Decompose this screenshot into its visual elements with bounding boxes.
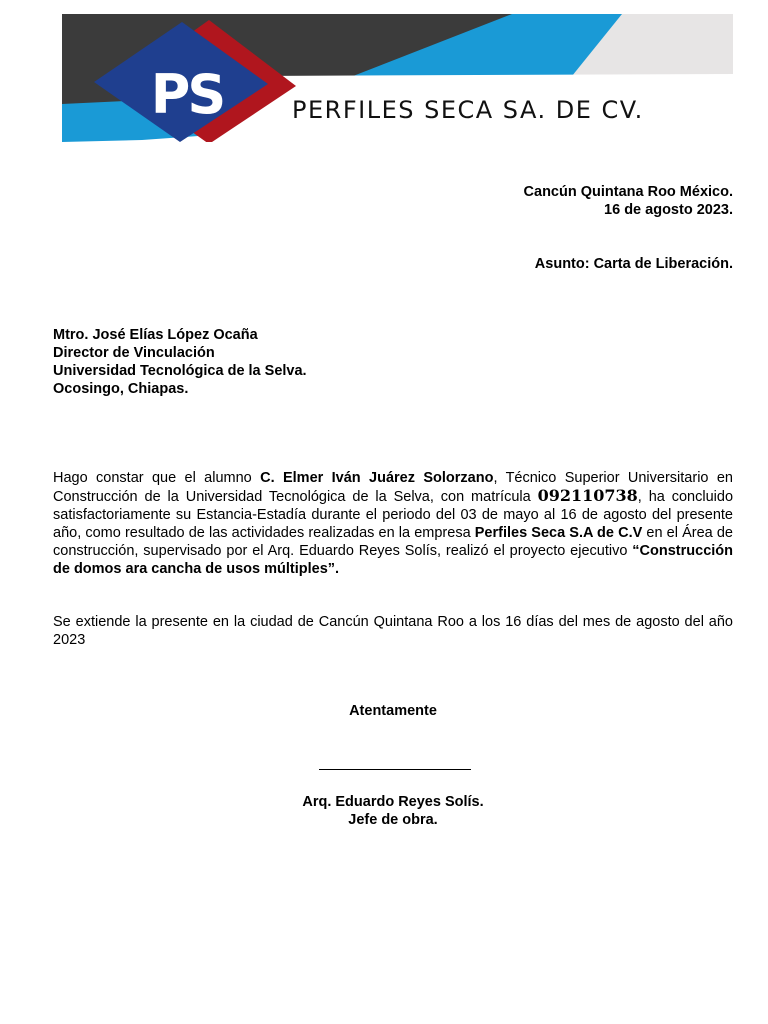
body-text-a: Hago constar que el alumno (53, 470, 261, 486)
body-text-c: , ha concluido satisfactoriamente su Estancia-Estadía durante el periodo del 03 de mayo al 16 de agosto del presente año, como resultado de las actividades realizadas en la empresa (53, 489, 734, 541)
signature-block (53, 793, 733, 829)
signature-line (319, 769, 471, 770)
place-line: Cancún Quintana Roo México. (523, 184, 733, 200)
student-name: C. Elmer Iván Juárez Solorzano (260, 470, 494, 486)
body-text-b: , Técnico Superior Universitario en Construcción de la Universidad Tecnológica de la Selva, con matrícula (53, 470, 733, 505)
company-logo: PS (150, 63, 224, 126)
company-reference: Perfiles Seca S.A de C.V (474, 525, 643, 541)
body-paragraph-2: Se extiende la presente en la ciudad de Cancún Quintana Roo a los 16 días del mes de agosto del año 2023 (53, 614, 733, 648)
recipient-title: Director de Vinculación (53, 345, 215, 361)
signer-role: Jefe de obra. (348, 812, 438, 828)
subject-line: Asunto: Carta de Liberación. (534, 256, 733, 272)
body-text-d: en el Área de construcción, supervisado por el Arq. Eduardo Reyes Solís, realizó el proyecto ejecutivo (53, 525, 733, 559)
project-name: “Construcción de domos ara cancha de usos múltiples”. (53, 543, 733, 577)
recipient-institution: Universidad Tecnológica de la Selva. (53, 363, 307, 379)
student-matricula: 092110738 (537, 486, 638, 505)
date-line: 16 de agosto 2023. (604, 202, 733, 218)
letterhead (62, 14, 733, 142)
signer-name: Arq. Eduardo Reyes Solís. (302, 794, 484, 810)
recipient-name: Mtro. José Elías López Ocaña (53, 327, 258, 343)
recipient-location: Ocosingo, Chiapas. (53, 381, 189, 397)
recipient-block (53, 326, 307, 398)
closing: Atentamente (349, 703, 437, 719)
body-paragraph-1 (53, 469, 733, 578)
company-name: PERFILES SECA SA. DE CV. (292, 96, 644, 124)
place-date (524, 183, 733, 219)
